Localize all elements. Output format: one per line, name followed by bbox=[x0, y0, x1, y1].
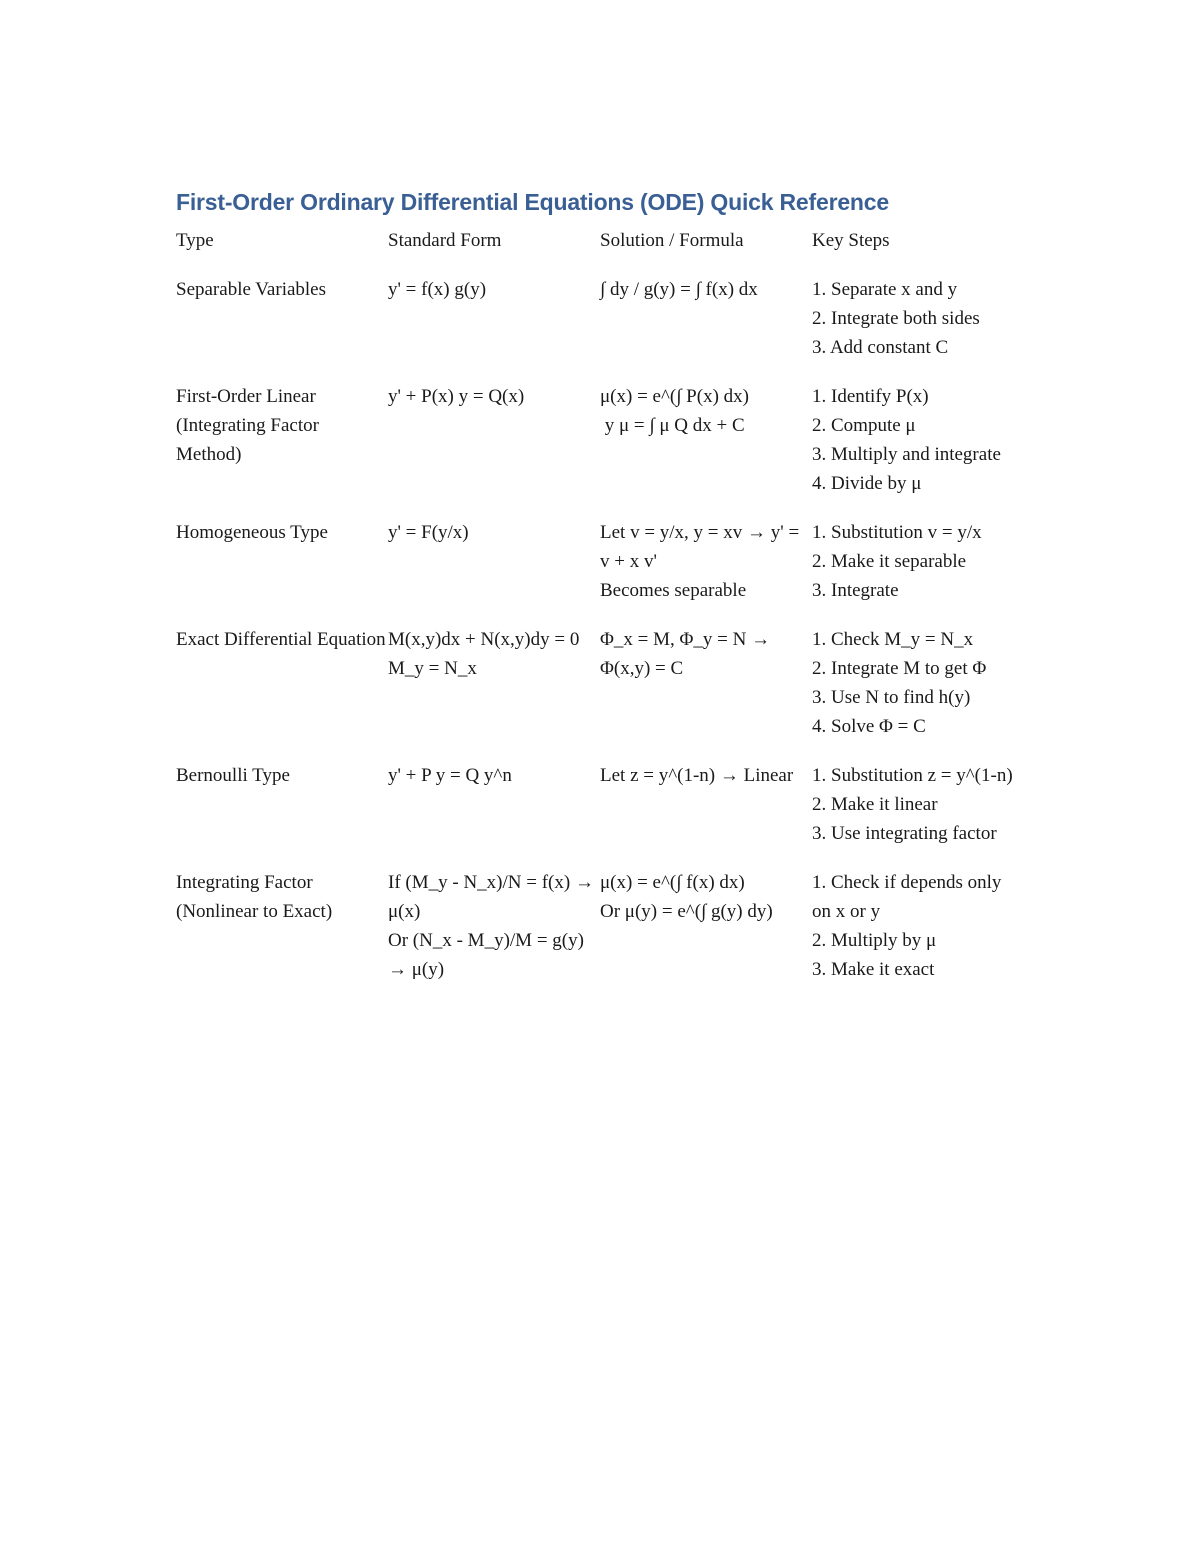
step-item: 3. Add constant C bbox=[812, 337, 949, 358]
solution-cell bbox=[600, 518, 812, 625]
step-item: 3. Integrate bbox=[812, 580, 899, 601]
cell-text: Let z = y^(1-n) → Linear bbox=[600, 765, 794, 786]
solution-cell bbox=[600, 761, 812, 868]
step-item: 3. Use integrating factor bbox=[812, 823, 997, 844]
step-item: 3. Use N to find h(y) bbox=[812, 687, 971, 708]
cell-text: ∫ dy / g(y) = ∫ f(x) dx bbox=[600, 279, 758, 300]
cell-text: Integrating Factor (Nonlinear to Exact) bbox=[176, 872, 333, 922]
cell-text: M(x,y)dx + N(x,y)dy = 0 bbox=[388, 629, 580, 650]
step-item: 2. Integrate both sides bbox=[812, 308, 980, 329]
table-header-row bbox=[176, 226, 1016, 275]
step-item: 4. Divide by μ bbox=[812, 473, 922, 494]
step-item: 2. Multiply by μ bbox=[812, 930, 937, 951]
standard-form-cell bbox=[388, 761, 600, 868]
step-item: 3. Make it exact bbox=[812, 959, 935, 980]
cell-text: Let v = y/x, y = xv → y' = v + x v' bbox=[600, 522, 804, 572]
solution-cell bbox=[600, 868, 812, 1004]
cell-text: y' + P y = Q y^n bbox=[388, 765, 512, 786]
cell-text: y' = F(y/x) bbox=[388, 522, 469, 543]
key-steps-cell bbox=[812, 518, 1016, 625]
step-item: 2. Make it linear bbox=[812, 794, 938, 815]
solution-cell bbox=[600, 275, 812, 382]
cell-text: Φ_x = M, Φ_y = N → Φ(x,y) = C bbox=[600, 629, 775, 679]
header-standard-form: Standard Form bbox=[388, 230, 502, 251]
table-body bbox=[176, 275, 1016, 1004]
step-item: 1. Substitution z = y^(1-n) bbox=[812, 765, 1013, 786]
key-steps-cell bbox=[812, 275, 1016, 382]
cell-text: Homogeneous Type bbox=[176, 522, 328, 543]
cell-text: Becomes separable bbox=[600, 580, 747, 601]
header-type: Type bbox=[176, 230, 214, 251]
standard-form-cell bbox=[388, 382, 600, 518]
solution-cell bbox=[600, 382, 812, 518]
cell-text: Or μ(y) = e^(∫ g(y) dy) bbox=[600, 901, 773, 922]
cell-text: M_y = N_x bbox=[388, 658, 477, 679]
type-cell bbox=[176, 868, 388, 1004]
cell-text: Separable Variables bbox=[176, 279, 327, 300]
key-steps-cell bbox=[812, 382, 1016, 518]
step-item: 2. Make it separable bbox=[812, 551, 967, 572]
type-cell bbox=[176, 518, 388, 625]
cell-text: y' = f(x) g(y) bbox=[388, 279, 487, 300]
table-row bbox=[176, 518, 1016, 625]
cell-text: y' + P(x) y = Q(x) bbox=[388, 386, 525, 407]
step-item: 2. Compute μ bbox=[812, 415, 916, 436]
standard-form-cell bbox=[388, 275, 600, 382]
cell-text: Exact Differential Equation bbox=[176, 629, 386, 650]
step-item: 1. Separate x and y bbox=[812, 279, 958, 300]
cell-text: First-Order Linear (Integrating Factor Method) bbox=[176, 386, 324, 465]
header-key-steps: Key Steps bbox=[812, 230, 890, 251]
key-steps-cell bbox=[812, 625, 1016, 761]
header-solution: Solution / Formula bbox=[600, 230, 744, 251]
table-row bbox=[176, 275, 1016, 382]
step-item: 1. Identify P(x) bbox=[812, 386, 929, 407]
type-cell bbox=[176, 761, 388, 868]
solution-cell bbox=[600, 625, 812, 761]
cell-text: Bernoulli Type bbox=[176, 765, 290, 786]
standard-form-cell bbox=[388, 625, 600, 761]
type-cell bbox=[176, 382, 388, 518]
table-row bbox=[176, 382, 1016, 518]
key-steps-cell bbox=[812, 761, 1016, 868]
cell-text: y μ = ∫ μ Q dx + C bbox=[600, 415, 745, 436]
standard-form-cell bbox=[388, 518, 600, 625]
cell-text: If (M_y - N_x)/N = f(x) → μ(x) bbox=[388, 872, 599, 922]
cell-text: Or (N_x - M_y)/M = g(y) → μ(y) bbox=[388, 930, 589, 980]
key-steps-cell bbox=[812, 868, 1016, 1004]
page-title: First-Order Ordinary Differential Equations (ODE) Quick Reference bbox=[176, 189, 889, 215]
table-row bbox=[176, 761, 1016, 868]
step-item: 1. Substitution v = y/x bbox=[812, 522, 982, 543]
table-row bbox=[176, 868, 1016, 1004]
type-cell bbox=[176, 625, 388, 761]
step-item: 1. Check if depends only on x or y bbox=[812, 872, 1007, 922]
cell-text: μ(x) = e^(∫ f(x) dx) bbox=[600, 872, 745, 893]
table-row bbox=[176, 625, 1016, 761]
step-item: 1. Check M_y = N_x bbox=[812, 629, 974, 650]
type-cell bbox=[176, 275, 388, 382]
standard-form-cell bbox=[388, 868, 600, 1004]
step-item: 2. Integrate M to get Φ bbox=[812, 658, 987, 679]
cell-text: μ(x) = e^(∫ P(x) dx) bbox=[600, 386, 749, 407]
step-item: 3. Multiply and integrate bbox=[812, 444, 1001, 465]
step-item: 4. Solve Φ = C bbox=[812, 716, 926, 737]
ode-reference-table bbox=[176, 226, 1016, 1004]
